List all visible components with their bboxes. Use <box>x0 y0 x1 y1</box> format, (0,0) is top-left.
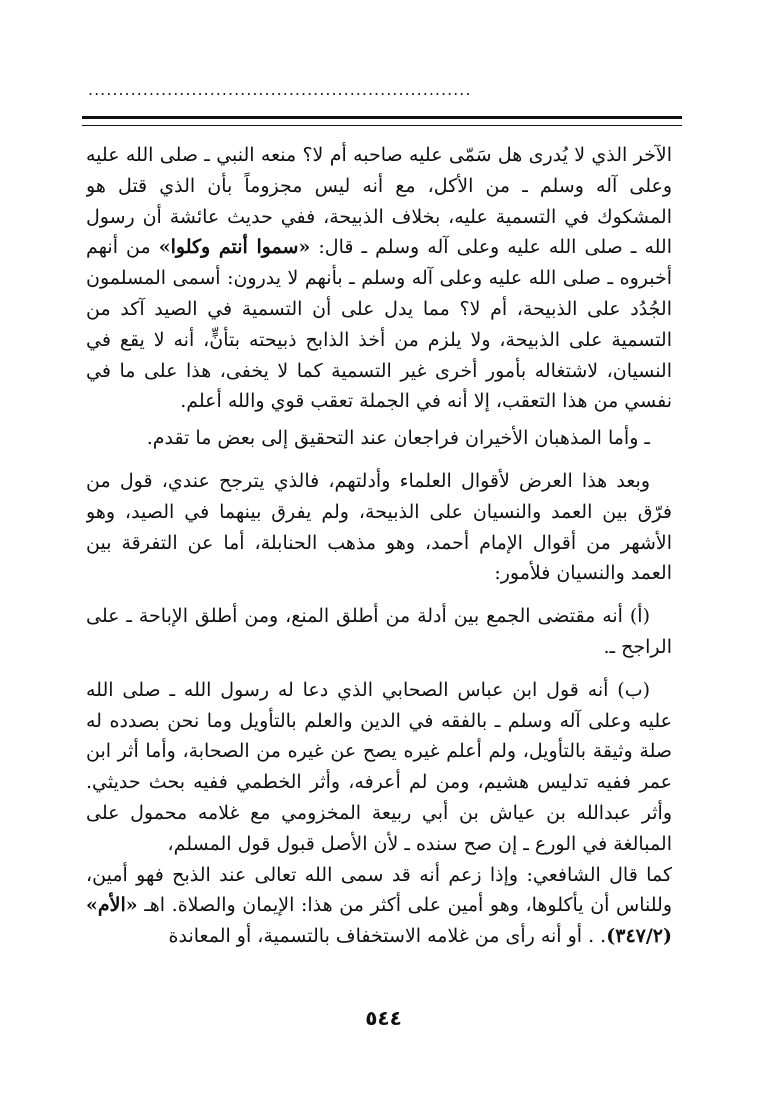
paragraph-6-end: . . أو أنه رأى من غلامه الاستخفاف بالتسمية، أو المعاندة <box>168 925 607 948</box>
page-number: ٥٤٤ <box>365 1006 402 1030</box>
paragraph-6-start: كما قال الشافعي: وإذا زعم أنه قد سمى الله تعالى عند الذبح فهو أمين، وللناس أن يأكلوها، وهو أمين على أكثر من هذا: الإيمان والصلاة. اهـ <box>86 863 672 917</box>
paragraph-3: وبعد هذا العرض لأقوال العلماء وأدلتهم، فالذي يترجح عندي، قول من فرّق بين العمد والنسيان على الذبيحة، ولم يفرق بينهما في الصيد، وهو الأشهر من أقوال الإمام أحمد، وهو مذهب الحنابلة، أما عن التفرقة بين العمد والنسيان فلأمور: <box>86 469 672 585</box>
paragraph-1 <box>86 140 672 417</box>
point-b: (ب) أنه قول ابن عباس الصحابي الذي دعا له رسول الله ـ صلى الله عليه وعلى آله وسلم ـ بالفقه في الدين والعلم بالتأويل وما نحن بصدده له صلة وثيقة بالتأويل، ولم أعلم غيره يصح عن غيره من الصحابة، وأما أثر ابن عمر ففيه تدليس هشيم، ومن لم أعرفه، وأثر الخطمي ففيه بحث حديثي. وأثر عبدالله بن عياش بن أبي ربيعة المخزومي مع غلامه محمول على المبالغة في الورع ـ إن صح سنده ـ لأن الأصل قبول قول المسلم، <box>86 678 672 855</box>
header-dotted-line: ............................................................... <box>88 80 472 99</box>
hadith-quote: «سموا أنتم وكلوا» <box>158 236 311 259</box>
paragraph-1-end: من أنهم أخبروه ـ صلى الله عليه وعلى آله وسلم ـ بأنهم لا يدرون: أسمى المسلمون الجُدُد على الذبيحة، أم لا؟ مما يدل على أن التسمية في الصيد آكد من التسمية على الذبيحة، ولا يلزم من أخذ الذابح ذبيحته بتأنٍّ، أنه لا يقع في النسيان، لاشتغاله بأمور أخرى غير التسمية كما لا يخفى، هذا على ما في نفسي من هذا التعقب، إلا أنه في الجملة تعقب قوي والله أعلم. <box>86 236 672 413</box>
paragraph-1-start: الآخر الذي لا يُدرى هل سَمّى عليه صاحبه أم لا؟ منعه النبي ـ صلى الله عليه وعلى آله وسلم ـ من الأكل، مع أنه ليس مجزوماً بأن الذي قتل هو المشكوك في التسمية عليه، بخلاف الذبيحة، ففي حديث عائشة أن رسول الله ـ صلى الله عليه وعلى آله وسلم ـ قال: <box>86 144 672 259</box>
body-text <box>86 140 672 995</box>
paragraph-2: ـ وأما المذهبان الأخيران فراجعان عند التحقيق إلى بعض ما تقدم. <box>146 427 650 450</box>
book-reference: «الأم» (٣٤٧/٢) <box>86 894 672 948</box>
paragraph-6 <box>86 860 672 952</box>
header-rule-thin <box>82 125 682 126</box>
header-rule-thick <box>82 116 682 119</box>
point-a: (أ) أنه مقتضى الجمع بين أدلة من أطلق المنع، ومن أطلق الإباحة ـ على الراجح ـ. <box>86 605 672 658</box>
